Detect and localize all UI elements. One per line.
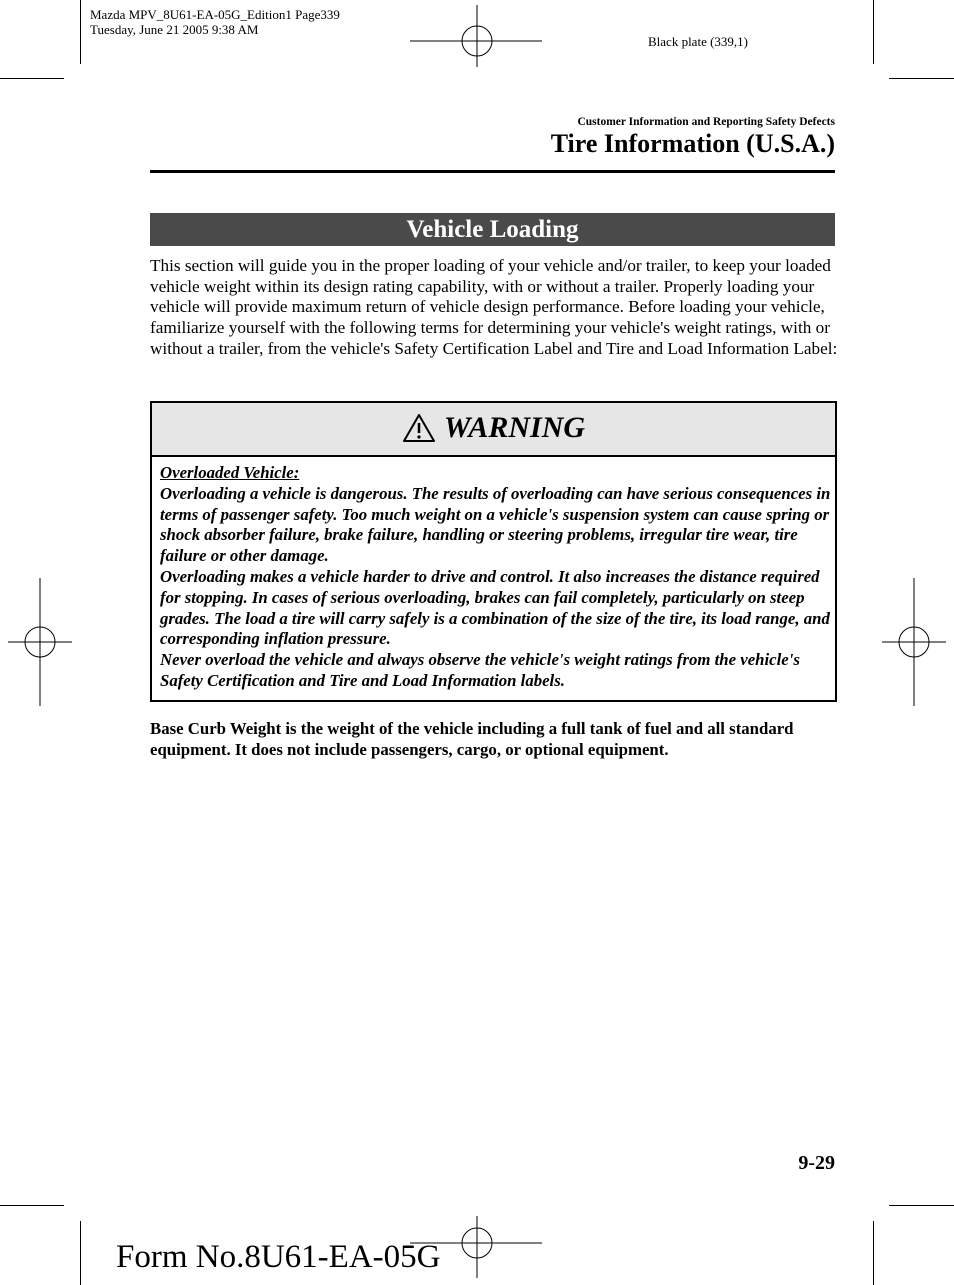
- form-number: Form No.8U61-EA-05G: [116, 1239, 441, 1275]
- plate-label: Black plate (339,1): [648, 34, 748, 49]
- registration-mark-top: [410, 5, 542, 67]
- section-label: Customer Information and Reporting Safety Defects: [577, 116, 835, 128]
- print-info-line2: Tuesday, June 21 2005 9:38 AM: [90, 22, 259, 37]
- warning-paragraph: Overloading a vehicle is dangerous. The results of overloading can have serious consequences in terms of passenger safety. Too much weight on a vehicle's suspension system can cause spring or shock absorber failure, brake failure, handling or steering problems, irregular tire wear, tire failure or other damage.: [160, 483, 831, 566]
- warning-header: [152, 403, 835, 457]
- warning-title: WARNING: [443, 411, 586, 444]
- vehicle-loading-heading: Vehicle Loading: [150, 213, 835, 246]
- page-title: Tire Information (U.S.A.): [550, 129, 835, 158]
- registration-mark-right: [882, 578, 946, 706]
- registration-mark-left: [8, 578, 72, 706]
- warning-body: [160, 463, 832, 692]
- warning-triangle-icon: [402, 413, 436, 443]
- title-rule: [150, 170, 835, 173]
- print-info: [90, 7, 340, 37]
- print-info-line1: Mazda MPV_8U61-EA-05G_Edition1 Page339: [90, 7, 340, 22]
- warning-paragraph: Overloading makes a vehicle harder to drive and control. It also increases the distance required for stopping. In cases of serious overloading, brakes can fail completely, particularly on steep grades. The load a tire will carry safely is a combination of the size of the tire, its load range, and corresponding inflation pressure.: [160, 566, 830, 649]
- warning-paragraph: Never overload the vehicle and always observe the vehicle's weight ratings from the vehicle's Safety Certification and Tire and Load Information labels.: [160, 650, 800, 690]
- page-number: 9-29: [798, 1152, 835, 1174]
- intro-paragraph: This section will guide you in the proper loading of your vehicle and/or trailer, to keep your loaded vehicle weight within its design rating capability, with or without a trailer. Properly loading your vehicle will provide maximum return of vehicle design performance. Before loading your vehicle, familiarize yourself with the following terms for determining your vehicle's weight ratings, with or without a trailer, from the vehicle's Safety Certification Label and Tire and Load Information Label:: [150, 256, 838, 358]
- warning-box: [150, 401, 837, 702]
- base-curb-weight-definition: Base Curb Weight is the weight of the vehicle including a full tank of fuel and all standard equipment. It does not include passengers, cargo, or optional equipment.: [150, 719, 794, 759]
- warning-subheading: Overloaded Vehicle:: [160, 463, 300, 482]
